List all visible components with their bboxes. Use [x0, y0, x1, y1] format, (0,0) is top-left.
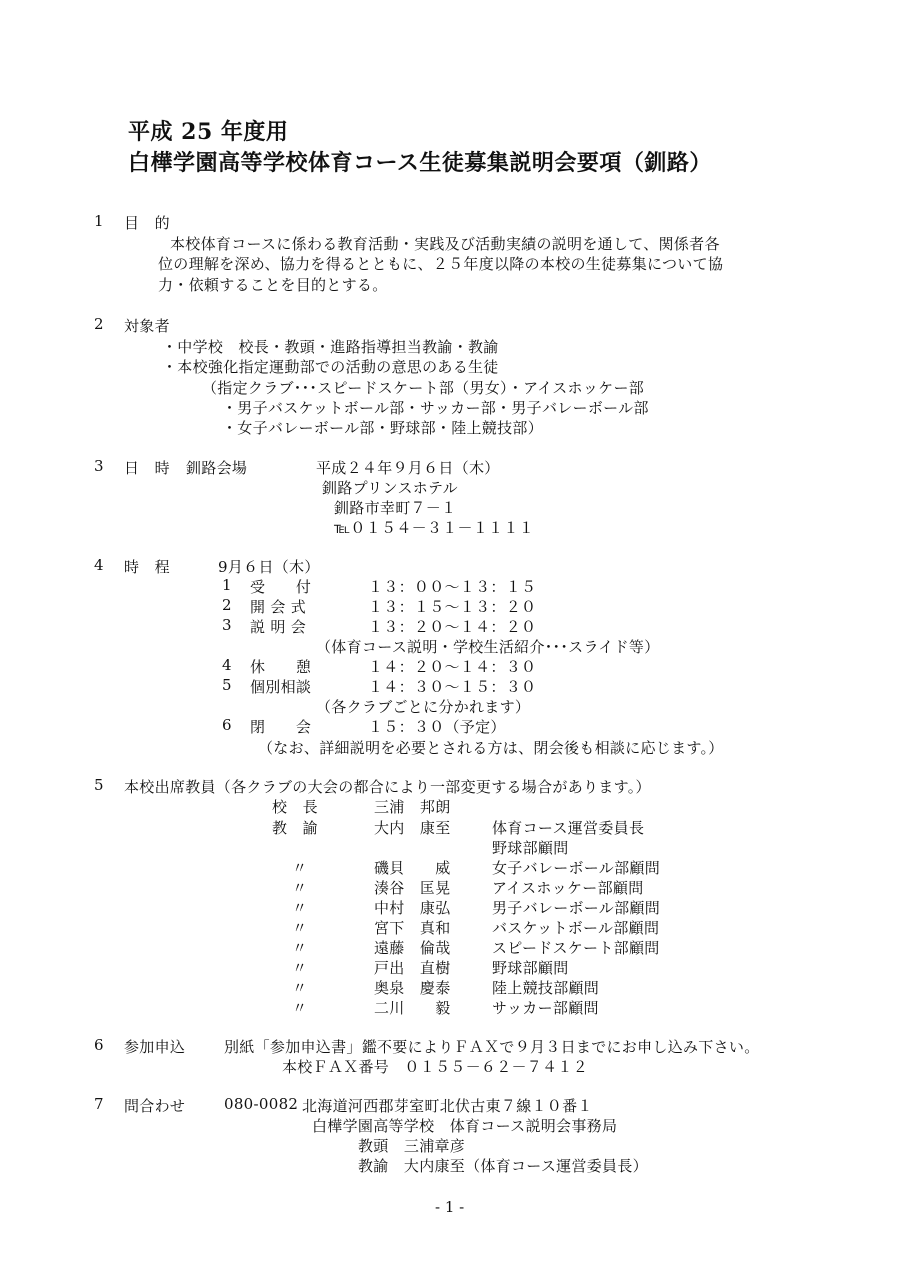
schedule-time: １３：１５～１３：２０ — [368, 598, 537, 616]
schedule-date: 9月６日（木） — [218, 558, 320, 576]
staff-name: 奥泉 慶泰 — [374, 979, 451, 997]
schedule-no: 6 — [222, 716, 232, 734]
staff-name: 磯貝 威 — [374, 859, 451, 877]
schedule-no: 1 — [222, 576, 232, 594]
venue-hotel: 釧路プリンスホテル — [322, 479, 458, 497]
staff-role: 〃 — [292, 959, 308, 977]
target-line: ・男子バスケットボール部・サッカー部・男子バレーボール部 — [222, 399, 649, 417]
postal-code: 080-0082 — [224, 1095, 299, 1113]
section-1-number: 1 — [94, 212, 104, 230]
section-4-number: 4 — [94, 556, 104, 574]
staff-duty: 男子バレーボール部顧問 — [492, 899, 661, 917]
section-1-line: 本校体育コースに係わる教育活動・実践及び活動実績の説明を通して、関係者各 — [170, 235, 720, 253]
contact-person: 教頭 三浦章彦 — [358, 1137, 466, 1155]
schedule-no: 5 — [222, 676, 232, 694]
target-line: ・中学校 校長・教頭・進路指導担当教諭・教諭 — [162, 338, 499, 356]
section-3-heading: 日 時 — [124, 459, 170, 477]
section-5-heading: 本校出席教員（各クラブの大会の都合により一部変更する場合があります。） — [124, 778, 651, 796]
staff-role: 〃 — [292, 879, 308, 897]
staff-name: 大内 康至 — [374, 819, 451, 837]
section-1-line: 力・依頼することを目的とする。 — [158, 276, 388, 294]
staff-duty: スピードスケート部顧問 — [492, 939, 660, 957]
target-line: （指定クラブ･･･スピードスケート部（男女）・アイスホッケー部 — [202, 379, 645, 397]
event-date: 平成２４年９月６日（木） — [316, 459, 500, 477]
schedule-no: 3 — [222, 616, 232, 634]
section-3-number: 3 — [94, 457, 104, 475]
staff-role: 教 諭 — [272, 819, 318, 837]
staff-name: 湊谷 匡晃 — [374, 879, 451, 897]
staff-role: 〃 — [292, 919, 308, 937]
page-title: 白樺学園高等学校体育コース生徒募集説明会要項（釧路） — [128, 150, 712, 176]
contact-person: 教諭 大内康至（体育コース運営委員長） — [358, 1157, 648, 1175]
schedule-label: 休 憩 — [250, 658, 312, 676]
schedule-final-note: （なお、詳細説明を必要とされる方は、閉会後も相談に応じます。） — [258, 739, 724, 757]
contact-org: 白樺学園高等学校 体育コース説明会事務局 — [312, 1117, 618, 1135]
schedule-time: １３：００～１３：１５ — [368, 578, 537, 596]
staff-duty: サッカー部顧問 — [492, 999, 599, 1017]
schedule-label: 閉 会 — [250, 718, 312, 736]
staff-name: 戸出 直樹 — [374, 959, 451, 977]
schedule-time: １４：２０～１４：３０ — [368, 658, 537, 676]
section-7-heading: 問合わせ — [124, 1097, 186, 1115]
staff-name: 二川 毅 — [374, 999, 451, 1017]
section-2-heading: 対象者 — [124, 317, 170, 335]
staff-name: 宮下 真和 — [374, 919, 451, 937]
section-5-number: 5 — [94, 776, 104, 794]
schedule-label: 個別相談 — [250, 678, 312, 696]
staff-role: 〃 — [292, 999, 308, 1017]
staff-name: 中村 康弘 — [374, 899, 451, 917]
section-1-line: 位の理解を深め、協力を得るとともに、２５年度以降の本校の生徒募集について協 — [158, 255, 724, 273]
staff-role: 〃 — [292, 899, 308, 917]
staff-duty: 陸上競技部顧問 — [492, 979, 600, 997]
staff-role: 〃 — [292, 979, 308, 997]
staff-name: 三浦 邦朗 — [374, 798, 451, 816]
schedule-note: （体育コース説明・学校生活紹介･･･スライド等） — [316, 638, 660, 656]
staff-duty: アイスホッケー部顧問 — [492, 879, 644, 897]
schedule-label: 説 明 会 — [250, 618, 307, 636]
staff-duty: バスケットボール部顧問 — [492, 919, 660, 937]
staff-name: 遠藤 倫哉 — [374, 939, 451, 957]
page-number: - 1 - — [435, 1198, 465, 1216]
title-line1: 平成 25 年度用 — [128, 119, 289, 145]
staff-duty: 野球部顧問 — [492, 839, 569, 857]
application-instructions: 別紙「参加申込書」鑑不要によりＦＡＸで９月３日までにお申し込み下さい。 — [224, 1038, 760, 1056]
staff-role: 校 長 — [272, 798, 318, 816]
venue-address: 釧路市幸町７－１ — [334, 499, 457, 517]
contact-address: 北海道河西郡芽室町北伏古東７線１０番１ — [302, 1097, 593, 1115]
schedule-time: １５：３０（予定） — [368, 718, 506, 736]
schedule-label: 受 付 — [250, 578, 312, 596]
target-line: ・本校強化指定運動部での活動の意思のある生徒 — [162, 358, 499, 376]
schedule-note: （各クラブごとに分かれます） — [316, 698, 531, 716]
target-line: ・女子バレーボール部・野球部・陸上競技部） — [222, 419, 544, 437]
section-6-heading: 参加申込 — [124, 1038, 186, 1056]
schedule-label: 開 会 式 — [250, 598, 307, 616]
fax-number: 本校ＦＡＸ番号 ０１５５－６２－７４１２ — [282, 1058, 589, 1076]
staff-duty: 体育コース運営委員長 — [492, 819, 645, 837]
staff-duty: 女子バレーボール部顧問 — [492, 859, 661, 877]
staff-role: 〃 — [292, 939, 308, 957]
schedule-time: １４：３０～１５：３０ — [368, 678, 537, 696]
schedule-no: 4 — [222, 656, 232, 674]
venue-label: 釧路会場 — [186, 459, 248, 477]
section-2-number: 2 — [94, 315, 104, 333]
staff-duty: 野球部顧問 — [492, 959, 569, 977]
staff-role: 〃 — [292, 859, 308, 877]
schedule-time: １３：２０～１４：２０ — [368, 618, 537, 636]
schedule-no: 2 — [222, 596, 232, 614]
section-6-number: 6 — [94, 1036, 104, 1054]
section-7-number: 7 — [94, 1095, 104, 1113]
section-1-heading: 目 的 — [124, 214, 170, 232]
section-4-heading: 時 程 — [124, 558, 170, 576]
venue-tel: ℡０１５４－３１－１１１１ — [334, 519, 535, 537]
